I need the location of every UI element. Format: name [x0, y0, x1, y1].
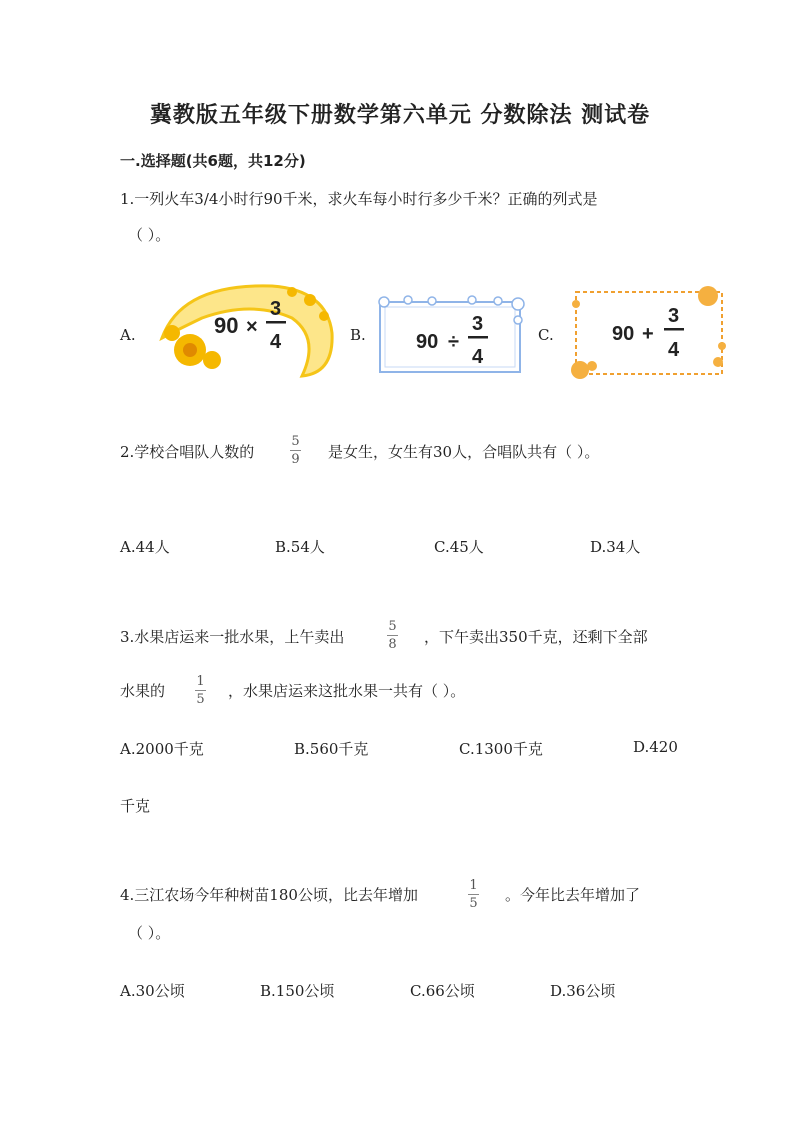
q3-fraction-1: [387, 619, 398, 652]
q1a-frac-top: 3: [270, 298, 282, 320]
q4-fraction: [468, 878, 479, 911]
q2-fraction: [290, 434, 301, 467]
question-4-blank: （ ）。: [128, 924, 171, 942]
question-2-text-b: 是女生，女生有30人，合唱队共有（ ）。: [328, 443, 600, 461]
q2-option-a[interactable]: A.44人: [120, 538, 170, 556]
question-3-text-b: ，下午卖出350千克，还剩下全部: [424, 628, 648, 646]
question-3-text-c: 水果的: [120, 682, 166, 700]
q1a-num: 90: [214, 313, 239, 338]
q2-option-c[interactable]: C.45人: [434, 538, 484, 556]
q2-frac-bot: 9: [291, 452, 300, 467]
q2-option-b[interactable]: B.54人: [275, 538, 325, 556]
q3-option-c[interactable]: C.1300千克: [459, 740, 543, 758]
q1c-frac-top: 3: [668, 305, 680, 327]
q4-option-a[interactable]: A.30公顷: [120, 982, 185, 1000]
question-4-text-b: 。今年比去年增加了: [505, 886, 641, 904]
q1c-op: +: [642, 323, 654, 345]
q3-frac2-top: 1: [196, 674, 205, 689]
question-3-text-a: 3.水果店运来一批水果，上午卖出: [120, 628, 345, 646]
q1-option-a-label[interactable]: A.: [120, 326, 136, 344]
q3-option-d[interactable]: D.420: [633, 738, 678, 756]
q1b-num: 90: [416, 331, 439, 353]
q1-option-a-image[interactable]: [142, 278, 342, 380]
q1b-op: ÷: [448, 331, 459, 353]
page-title: 冀教版五年级下册数学第六单元 分数除法 测试卷: [149, 103, 651, 128]
q1b-frac-top: 3: [472, 313, 484, 335]
question-3-text-d: ，水果店运来这批水果一共有（ ）。: [228, 682, 466, 700]
q4-option-c[interactable]: C.66公顷: [410, 982, 475, 1000]
q4-frac-bot: 5: [469, 896, 478, 911]
q4-option-b[interactable]: B.150公顷: [260, 982, 335, 1000]
q1-option-b-label[interactable]: B.: [350, 326, 366, 344]
q3-option-d-wrap: 千克: [120, 797, 151, 815]
q1-option-b-image[interactable]: [372, 290, 527, 378]
q2-frac-top: 5: [291, 434, 300, 449]
q1c-frac-bot: 4: [668, 339, 680, 361]
q3-fraction-2: [195, 674, 206, 707]
q4-option-d[interactable]: D.36公顷: [550, 982, 616, 1000]
q3-option-a[interactable]: A.2000千克: [120, 740, 204, 758]
question-4-text-a: 4.三江农场今年种树苗180公顷，比去年增加: [120, 886, 418, 904]
question-1-text: 1.一列火车3/4小时行90千米，求火车每小时行多少千米？正确的列式是: [120, 190, 598, 208]
q4-frac-top: 1: [469, 878, 478, 893]
q1c-num: 90: [612, 323, 635, 345]
q1-option-c-image[interactable]: [568, 284, 730, 382]
question-2-text-a: 2.学校合唱队人数的: [120, 443, 255, 461]
question-1-blank: （ ）。: [128, 226, 171, 244]
q1a-frac-bot: 4: [270, 331, 282, 353]
q3-frac2-bot: 5: [196, 692, 205, 707]
q2-option-d[interactable]: D.34人: [590, 538, 641, 556]
q3-frac1-bot: 8: [388, 637, 397, 652]
q1b-frac-bot: 4: [472, 346, 484, 368]
q1a-op: ×: [246, 316, 258, 338]
q1-option-c-label[interactable]: C.: [538, 326, 554, 344]
section-heading: 一.选择题(共6题，共12分): [120, 152, 306, 170]
q3-option-b[interactable]: B.560千克: [294, 740, 369, 758]
q3-frac1-top: 5: [388, 619, 397, 634]
